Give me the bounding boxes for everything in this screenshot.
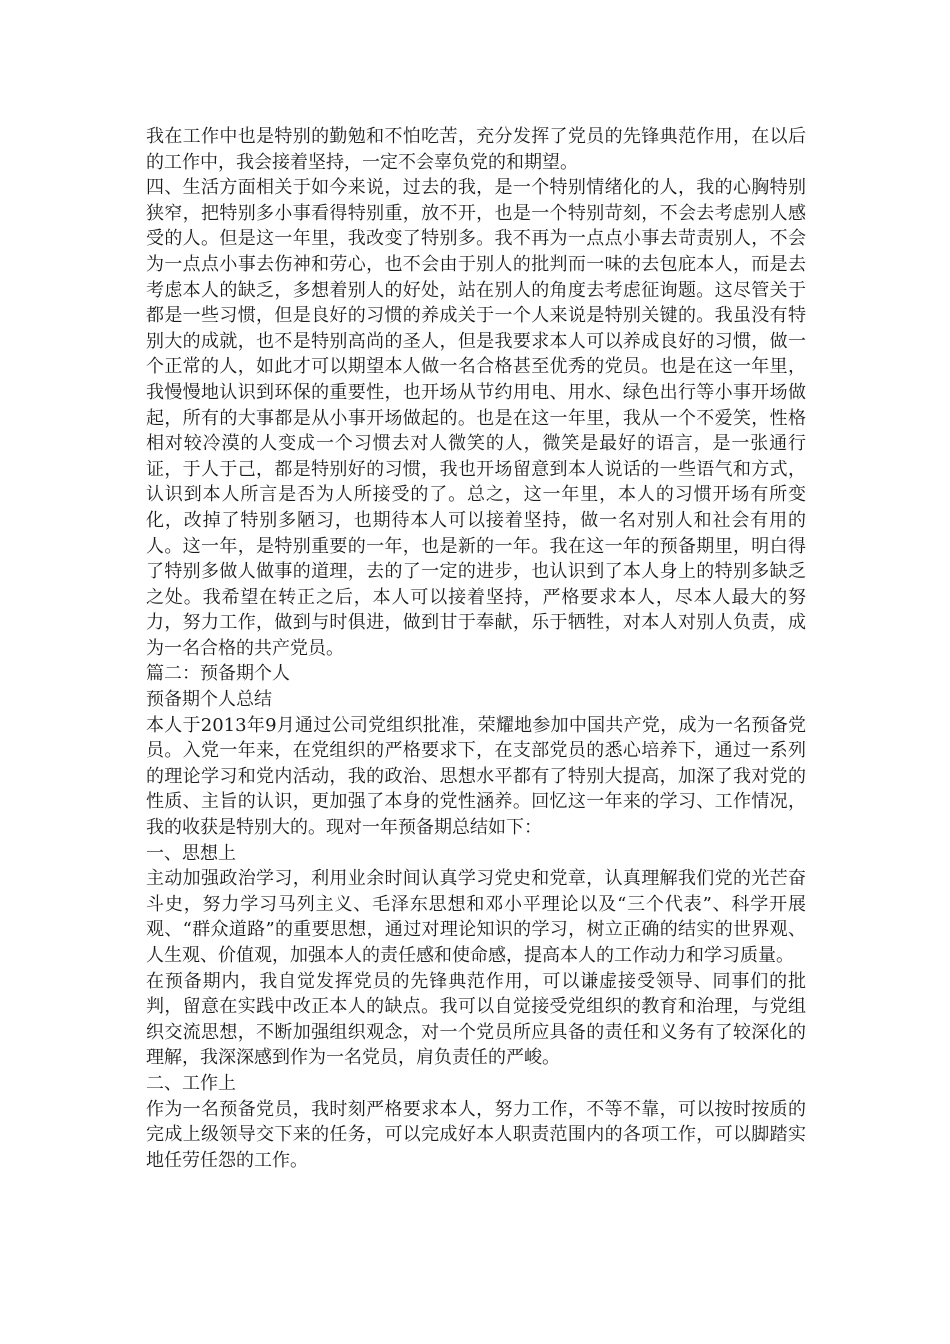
section-heading-thought: 一、思想上 <box>146 842 236 864</box>
section-heading-part-two: 篇二：预备期个人 <box>146 663 290 685</box>
paragraph-life-aspect: 四、生活方面相关于如今来说，过去的我，是一个特别情绪化的人，我的心胸特别狭窄，把特别多小事看得特别重，放不开，也是一个特别苛刻，不会去考虑别人感受的人。但是这一年里，我改变了特别多。我不再为一点点小事去苛责别人，不会为一点点小事去伤神和劳心，也不会由于别人的批判而一味的去包庇本人，而是去考虑本人的缺乏，多想着别人的好处，站在别人的角度去考虑征询题。这尽管关于都是一些习惯，但是良好的习惯的养成关于一个人来说是特别关键的。我虽没有特别大的成就，也不是特别高尚的圣人，但是我要求本人可以养成良好的习惯，做一个正常的人，如此才可以期望本人做一名合格甚至优秀的党员。也是在这一年里，我慢慢地认识到环保的重要性，也开场从节约用电、用水、绿色出行等小事开场做起，所有的大事都是从小事开场做起的。也是在这一年里，我从一个不爱笑，性格相对较冷漠的人变成一个习惯去对人微笑的人，微笑是最好的语言，是一张通行证，于人于己，都是特别好的习惯，我也开场留意到本人说话的一些语气和方式，认识到本人所言是否为人所接受的了。总之，这一年里，本人的习惯开场有所变化，改掉了特别多陋习，也期待本人可以接着坚持，做一名对别人和社会有用的人。这一年，是特别重要的一年，也是新的一年。我在这一年的预备期里，明白得了特别多做人做事的道理，去的了一定的进步，也认识到了本人身上的特别多缺乏之处。我希望在转正之后，本人可以接着坚持，严格要求本人，尽本人最大的努力，努力工作，做到与时俱进，做到甘于奉献，乐于牺牲，对本人对别人负责，成为一名合格的共产党员。 <box>146 177 806 659</box>
section-heading-work: 二、工作上 <box>146 1072 236 1094</box>
document-title: 预备期个人总结 <box>146 689 272 711</box>
paragraph-work-duty: 作为一名预备党员，我时刻严格要求本人，努力工作，不等不靠，可以按时按质的完成上级领导交下来的任务，可以完成好本人职责范围内的各项工作，可以脚踏实地任劳任怨的工作。 <box>146 1098 806 1171</box>
paragraph-political-study: 主动加强政治学习，利用业余时间认真学习党史和党章，认真理解我们党的光芒奋斗史，努力学习马列主义、毛泽东思想和邓小平理论以及“三个代表”、科学开展观、“群众道路”的重要思想，通过对理论知识的学习，树立正确的结实的世界观、人生观、价值观，加强本人的责任感和使命感，提高本人的工作动力和学习质量。 <box>146 868 806 966</box>
paragraph-introduction: 本人于2013年9月通过公司党组织批准，荣耀地参加中国共产党，成为一名预备党员。入党一年来，在党组织的严格要求下，在支部党员的悉心培养下，通过一系列的理论学习和党内活动，我的政治、思想水平都有了特别大提高，加深了我对党的性质、主旨的认识，更加强了本身的党性涵养。回忆这一年来的学习、工作情况，我的收获是特别大的。现对一年预备期总结如下： <box>146 714 806 839</box>
document-page <box>146 124 806 1173</box>
paragraph-work-continuation: 我在工作中也是特别的勤勉和不怕吃苦，充分发挥了党员的先锋典范作用，在以后的工作中，我会接着坚持，一定不会辜负党的和期望。 <box>146 126 806 173</box>
paragraph-probation-conduct: 在预备期内，我自觉发挥党员的先锋典范作用，可以谦虚接受领导、同事们的批判，留意在实践中改正本人的缺点。我可以自觉接受党组织的教育和治理，与党组织交流思想，不断加强组织观念，对一个党员所应具备的责任和义务有了较深化的理解，我深深感到作为一名党员，肩负责任的严峻。 <box>146 970 806 1069</box>
